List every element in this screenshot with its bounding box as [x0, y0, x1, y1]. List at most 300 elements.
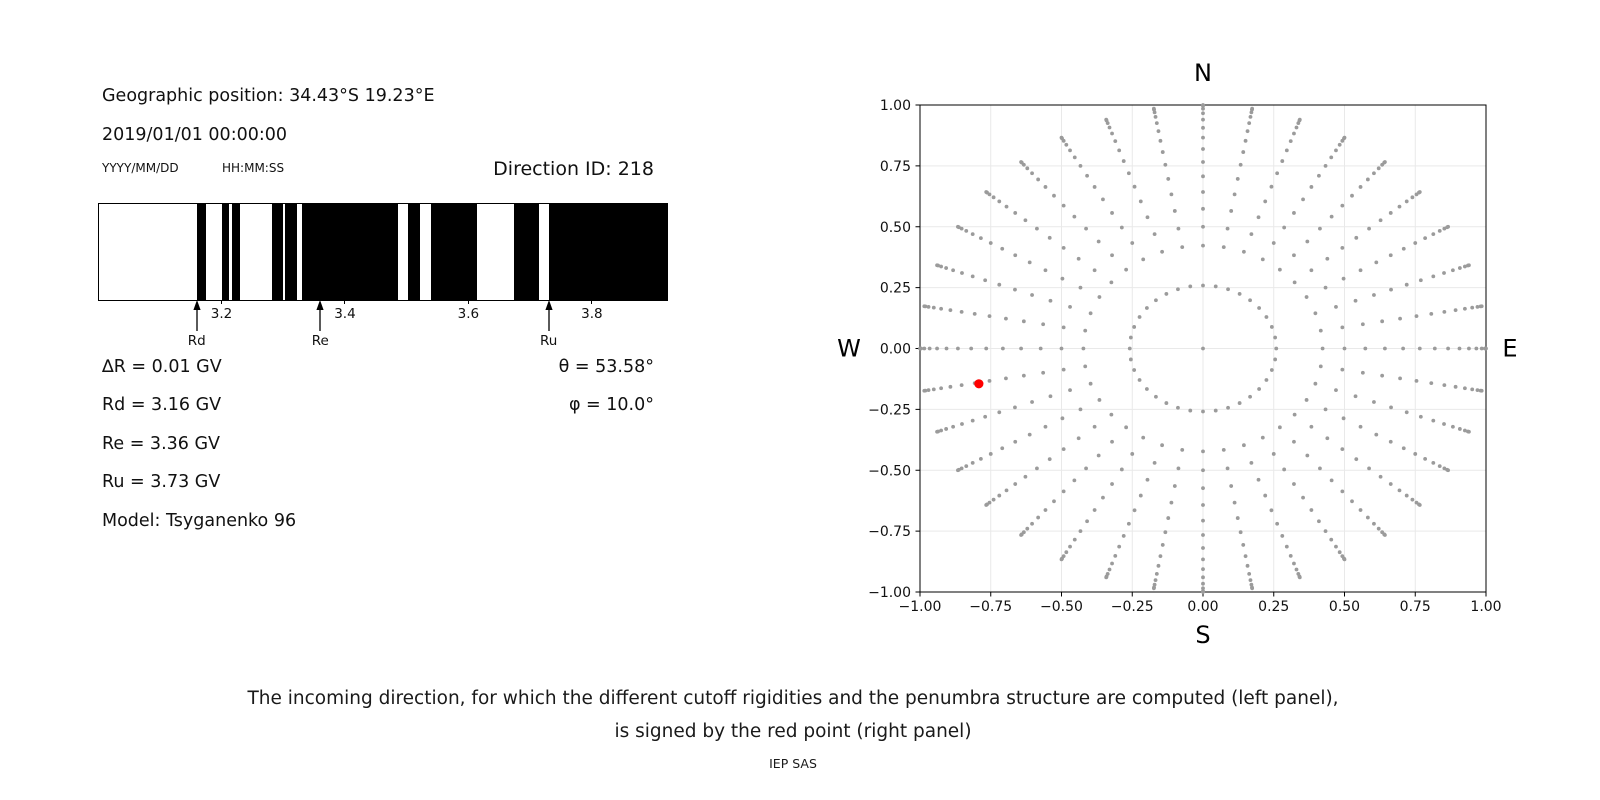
direction-dot: [1062, 368, 1066, 372]
date-format-label: YYYY/MM/DD: [102, 161, 179, 175]
direction-dot: [997, 200, 1001, 204]
direction-dot: [1451, 268, 1455, 272]
direction-dot: [1233, 501, 1237, 505]
direction-dot: [1124, 425, 1128, 429]
direction-dot: [1104, 118, 1108, 122]
direction-dot: [1301, 496, 1305, 500]
direction-dot: [1292, 482, 1296, 486]
direction-dot: [1423, 236, 1427, 240]
direction-dot: [1248, 298, 1252, 302]
y-tick-label: −0.25: [868, 402, 911, 419]
direction-dot: [1480, 389, 1484, 393]
direction-dot: [1274, 347, 1278, 351]
direction-dot: [1201, 557, 1205, 561]
direction-dot: [1350, 499, 1354, 503]
direction-dot: [1146, 478, 1150, 482]
direction-dot: [1241, 150, 1245, 154]
direction-dot: [1030, 171, 1034, 175]
direction-dot: [1309, 425, 1313, 429]
rigidity-tick-label: 3.8: [581, 306, 603, 322]
direction-dot: [1120, 226, 1124, 230]
direction-dot: [1039, 347, 1043, 351]
direction-dot: [1334, 305, 1338, 309]
direction-dot: [1480, 304, 1484, 308]
direction-dot: [1124, 268, 1128, 272]
direction-dot: [1372, 400, 1376, 404]
direction-dot: [1309, 268, 1313, 272]
direction-dot: [949, 385, 953, 389]
direction-dot: [983, 415, 987, 419]
direction-dot: [1340, 325, 1344, 329]
direction-dot: [983, 278, 987, 282]
direction-dot: [1313, 311, 1317, 315]
compass-label-north: N: [1194, 59, 1212, 87]
direction-dot: [1383, 160, 1387, 164]
direction-dot: [1246, 564, 1250, 568]
direction-dot: [969, 347, 973, 351]
direction-dot: [1389, 253, 1393, 257]
direction-dot: [1152, 586, 1156, 590]
direction-dot: [1097, 454, 1101, 458]
direction-dot: [1130, 241, 1134, 245]
direction-dot: [1028, 261, 1032, 265]
direction-dot: [1061, 277, 1065, 281]
direction-dot: [1265, 315, 1269, 319]
direction-dot: [1484, 347, 1488, 351]
caption-line-1: The incoming direction, for which the different cutoff rigidities and the penumbra structure are computed (left panel),: [247, 688, 1339, 709]
direction-dot: [1247, 572, 1251, 576]
direction-dot: [1001, 347, 1005, 351]
direction-dot: [1138, 378, 1142, 382]
direction-dot: [1340, 368, 1344, 372]
direction-dot: [1061, 416, 1065, 420]
direction-dot: [1250, 586, 1254, 590]
direction-dot: [1028, 433, 1032, 437]
direction-dot: [1044, 268, 1048, 272]
direction-dot: [1383, 347, 1387, 351]
direction-dot: [1261, 257, 1265, 261]
direction-dot: [1173, 484, 1177, 488]
direction-dot: [1305, 398, 1309, 402]
direction-dot: [1343, 557, 1347, 561]
direction-dot: [1415, 379, 1419, 383]
direction-dot: [1429, 312, 1433, 316]
direction-dot: [1188, 409, 1192, 413]
direction-dot: [1154, 115, 1158, 119]
direction-dot: [1372, 522, 1376, 526]
direction-dot: [979, 457, 983, 461]
direction-dot: [1249, 461, 1253, 465]
direction-dot: [1141, 436, 1145, 440]
direction-dot: [1438, 464, 1442, 468]
direction-dot: [1113, 554, 1117, 558]
direction-dot: [1041, 371, 1045, 375]
direction-dot: [927, 388, 931, 392]
direction-dot: [1275, 522, 1279, 526]
direction-dot: [1222, 245, 1226, 249]
direction-dot: [1319, 364, 1323, 368]
direction-dot: [1329, 538, 1333, 542]
direction-dot: [1013, 440, 1017, 444]
phi-value: φ = 10.0°: [568, 395, 654, 415]
direction-dot: [1446, 347, 1450, 351]
direction-dot: [1064, 550, 1068, 554]
theta-value: θ = 53.58°: [558, 357, 654, 377]
direction-dot: [1201, 503, 1205, 507]
direction-dot: [1062, 325, 1066, 329]
direction-dot: [1289, 554, 1293, 558]
direction-dot: [1377, 527, 1381, 531]
direction-dot: [1246, 129, 1250, 133]
direction-dot: [1083, 364, 1087, 368]
direction-dot: [1330, 215, 1334, 219]
direction-dot: [1298, 118, 1302, 122]
direction-dot: [1242, 443, 1246, 447]
direction-dot: [971, 419, 975, 423]
direction-dot: [1261, 436, 1265, 440]
y-tick-label: 0.25: [879, 280, 911, 297]
direction-dot: [1458, 266, 1462, 270]
direction-dot: [1226, 287, 1230, 291]
direction-dot: [1201, 410, 1205, 414]
direction-dot: [1048, 236, 1052, 240]
x-tick-label: 0.00: [1187, 599, 1219, 615]
direction-dot: [1089, 311, 1093, 315]
direction-dot: [1238, 401, 1242, 405]
direction-dot: [1301, 197, 1305, 201]
direction-dot: [1413, 241, 1417, 245]
direction-dot: [1317, 519, 1321, 523]
direction-dot: [1340, 489, 1344, 493]
y-tick-label: 0.00: [879, 341, 911, 358]
direction-dot: [1257, 478, 1261, 482]
direction-dot: [1442, 271, 1446, 275]
direction-dot: [1160, 443, 1164, 447]
direction-dot: [1402, 247, 1406, 251]
direction-dot: [964, 229, 968, 233]
direction-dot: [1325, 257, 1329, 261]
direction-dot: [1278, 268, 1282, 272]
direction-dot: [1083, 329, 1087, 333]
direction-dot: [1024, 218, 1028, 222]
direction-dot: [1098, 398, 1102, 402]
time-format-label: HH:MM:SS: [222, 161, 285, 175]
direction-dot: [1354, 394, 1358, 398]
direction-dot: [1214, 409, 1218, 413]
direction-dot: [1201, 225, 1205, 229]
caption-line-2: is signed by the red point (right panel): [614, 721, 972, 742]
direction-dot: [1236, 177, 1240, 181]
direction-dot: [1079, 286, 1083, 290]
direction-dot: [1454, 385, 1458, 389]
direction-dot: [1405, 494, 1409, 498]
direction-dot: [1060, 347, 1064, 351]
direction-dot: [1132, 368, 1136, 372]
direction-dot: [1463, 386, 1467, 390]
direction-dot: [1129, 358, 1133, 362]
direction-dot: [1442, 310, 1446, 314]
direction-dot: [1270, 325, 1274, 329]
direction-dot: [1270, 368, 1274, 372]
compass-label-east: E: [1502, 334, 1518, 363]
direction-dot: [1079, 164, 1083, 168]
direction-dot: [1334, 545, 1338, 549]
direction-dot: [1289, 139, 1293, 143]
direction-dot: [971, 461, 975, 465]
direction-dot: [1079, 407, 1083, 411]
direction-dot: [1319, 329, 1323, 333]
direction-dot: [1367, 467, 1371, 471]
direction-dot: [1257, 387, 1261, 391]
direction-dot: [1159, 139, 1163, 143]
direction-dot: [1379, 475, 1383, 479]
direction-dot: [1285, 545, 1289, 549]
direction-dot: [997, 410, 1001, 414]
direction-dot: [1470, 306, 1474, 310]
direction-dot: [1013, 482, 1017, 486]
rigidity-tick: [221, 300, 222, 304]
direction-dot: [1098, 295, 1102, 299]
direction-dot: [956, 468, 960, 472]
direction-dot: [1405, 410, 1409, 414]
direction-dot: [984, 190, 988, 194]
direction-dot: [1257, 215, 1261, 219]
direction-dot: [1270, 185, 1274, 189]
direction-dot: [1201, 533, 1205, 537]
direction-dot: [1374, 261, 1378, 265]
direction-dot: [1072, 478, 1076, 482]
direction-dot: [1363, 347, 1367, 351]
direction-dot: [1239, 163, 1243, 167]
direction-dot: [997, 494, 1001, 498]
direction-dot: [1170, 192, 1174, 196]
direction-dot: [932, 306, 936, 310]
direction-dot: [1359, 268, 1363, 272]
direction-dot: [1101, 197, 1105, 201]
direction-dot: [1036, 516, 1040, 520]
direction-dot: [1145, 387, 1149, 391]
direction-id-text: Direction ID: 218: [493, 158, 654, 180]
direction-dot: [1431, 274, 1435, 278]
direction-dot: [960, 383, 964, 387]
direction-dot: [1005, 205, 1009, 209]
direction-dot: [1275, 171, 1279, 175]
direction-dot: [1093, 185, 1097, 189]
direction-dot: [1467, 347, 1471, 351]
direction-dot: [1113, 139, 1117, 143]
direction-dot: [1451, 425, 1455, 429]
direction-dot: [1110, 253, 1114, 257]
direction-dot: [1117, 148, 1121, 152]
direction-dot: [988, 379, 992, 383]
direction-dot: [1201, 450, 1205, 454]
direction-dot: [1166, 177, 1170, 181]
direction-dot: [1265, 378, 1269, 382]
y-tick-label: −0.50: [868, 463, 911, 480]
direction-dot: [1429, 381, 1433, 385]
rigidity-tick: [468, 300, 469, 304]
direction-dot: [1152, 107, 1156, 111]
direction-dot: [1292, 562, 1296, 566]
direction-dot: [1250, 107, 1254, 111]
direction-dot: [1361, 371, 1365, 375]
direction-dot: [1154, 395, 1158, 399]
direction-dot: [1359, 185, 1363, 189]
direction-dot: [1398, 376, 1402, 380]
direction-dot: [988, 314, 992, 318]
direction-dot: [1000, 446, 1004, 450]
direction-dot: [1415, 314, 1419, 318]
direction-dot: [1060, 557, 1064, 561]
direction-dot: [1030, 400, 1034, 404]
direction-dot: [1241, 543, 1245, 547]
direction-dot: [1085, 174, 1089, 178]
direction-dot: [1398, 317, 1402, 321]
direction-dot: [1282, 226, 1286, 230]
direction-dot: [1292, 253, 1296, 257]
direction-dot: [1431, 419, 1435, 423]
re-value: Re = 3.36 GV: [102, 434, 220, 454]
direction-dot: [1293, 280, 1297, 284]
direction-dot: [1068, 148, 1072, 152]
direction-dot: [1226, 406, 1230, 410]
direction-dot: [1467, 263, 1471, 267]
direction-dot: [1248, 395, 1252, 399]
direction-dot: [1418, 503, 1422, 507]
direction-dot: [1146, 215, 1150, 219]
rd-marker-label: Rd: [187, 333, 206, 349]
direction-dot: [951, 268, 955, 272]
re-marker-arrow: [312, 300, 328, 332]
ru-marker-label: Ru: [540, 333, 558, 349]
direction-dot: [1041, 322, 1045, 326]
direction-dot: [1104, 575, 1108, 579]
direction-dot: [1064, 143, 1068, 147]
direction-dot: [1159, 554, 1163, 558]
direction-dot: [1176, 287, 1180, 291]
direction-dot: [1214, 285, 1218, 289]
rd-value: Rd = 3.16 GV: [102, 395, 222, 415]
direction-dot: [989, 241, 993, 245]
direction-dot: [1062, 447, 1066, 451]
direction-dot: [1062, 489, 1066, 493]
direction-dot: [1161, 543, 1165, 547]
direction-dot: [1030, 522, 1034, 526]
direction-dot: [1201, 160, 1205, 164]
direction-dot: [951, 425, 955, 429]
geographic-position-text: Geographic position: 34.43°S 19.23°E: [102, 86, 435, 106]
direction-dot: [1374, 433, 1378, 437]
direction-dot: [1013, 288, 1017, 292]
ru-marker-arrow: [541, 300, 557, 332]
direction-dot: [1401, 347, 1405, 351]
direction-dot: [1013, 253, 1017, 257]
direction-dot: [1084, 467, 1088, 471]
direction-dot: [1130, 452, 1134, 456]
direction-dot: [1052, 499, 1056, 503]
direction-dot: [1004, 376, 1008, 380]
direction-dot: [1110, 132, 1114, 136]
direction-dot: [1476, 305, 1480, 309]
direction-dot: [1442, 422, 1446, 426]
direction-dot: [1153, 461, 1157, 465]
direction-dot: [1201, 468, 1205, 472]
direction-dot: [1079, 529, 1083, 533]
direction-dot: [1292, 440, 1296, 444]
direction-dot: [1201, 118, 1205, 122]
direction-dot: [1458, 347, 1462, 351]
direction-dot: [922, 304, 926, 308]
direction-dot: [1201, 207, 1205, 211]
direction-dot: [1411, 195, 1415, 199]
direction-dot: [1122, 159, 1126, 163]
direction-dot: [1405, 200, 1409, 204]
direction-dot: [1273, 336, 1277, 340]
direction-dot: [964, 464, 968, 468]
direction-dot: [1354, 236, 1358, 240]
direction-dot: [1084, 227, 1088, 231]
direction-dot: [1379, 218, 1383, 222]
direction-dot: [1249, 232, 1253, 236]
direction-dot: [1201, 582, 1205, 586]
datetime-text: 2019/01/01 00:00:00: [102, 125, 288, 145]
y-tick-label: −1.00: [868, 585, 911, 601]
direction-dot: [1350, 194, 1354, 198]
model-value: Model: Tsyganenko 96: [102, 511, 297, 531]
direction-dot: [984, 347, 988, 351]
direction-dot: [1389, 482, 1393, 486]
direction-dot: [1201, 486, 1205, 490]
rigidity-tick-label: 3.4: [334, 306, 356, 322]
direction-dot: [1377, 166, 1381, 170]
direction-dot: [928, 347, 932, 351]
forbidden-band: [408, 204, 420, 300]
penumbra-rigidity-axis: [98, 300, 666, 360]
x-tick-label: −1.00: [898, 599, 942, 615]
direction-dot: [1321, 347, 1325, 351]
direction-dot: [1338, 143, 1342, 147]
direction-dot: [1019, 347, 1023, 351]
ru-value: Ru = 3.73 GV: [102, 472, 221, 492]
direction-dot: [1132, 325, 1136, 329]
direction-dot: [1068, 545, 1072, 549]
rd-marker-arrow: [189, 300, 205, 332]
direction-dot: [1285, 148, 1289, 152]
direction-dot: [1155, 572, 1159, 576]
direction-dot: [1433, 347, 1437, 351]
direction-dot: [960, 422, 964, 426]
direction-dot: [1431, 461, 1435, 465]
direction-dot: [1343, 347, 1347, 351]
direction-dot: [1263, 494, 1267, 498]
direction-dot: [1257, 306, 1261, 310]
direction-dot: [1226, 467, 1230, 471]
direction-dot: [1402, 446, 1406, 450]
direction-dot: [1292, 132, 1296, 136]
direction-dot: [1110, 482, 1114, 486]
direction-dot: [1330, 478, 1334, 482]
direction-dot: [1295, 126, 1299, 130]
direction-dot: [1292, 211, 1296, 215]
direction-dot: [1117, 545, 1121, 549]
direction-dot: [918, 347, 922, 351]
direction-dot: [1244, 139, 1248, 143]
forbidden-band: [232, 204, 240, 300]
direction-dot: [1423, 457, 1427, 461]
x-tick-label: 0.50: [1328, 599, 1361, 615]
direction-dot: [1413, 452, 1417, 456]
direction-dot: [932, 387, 936, 391]
